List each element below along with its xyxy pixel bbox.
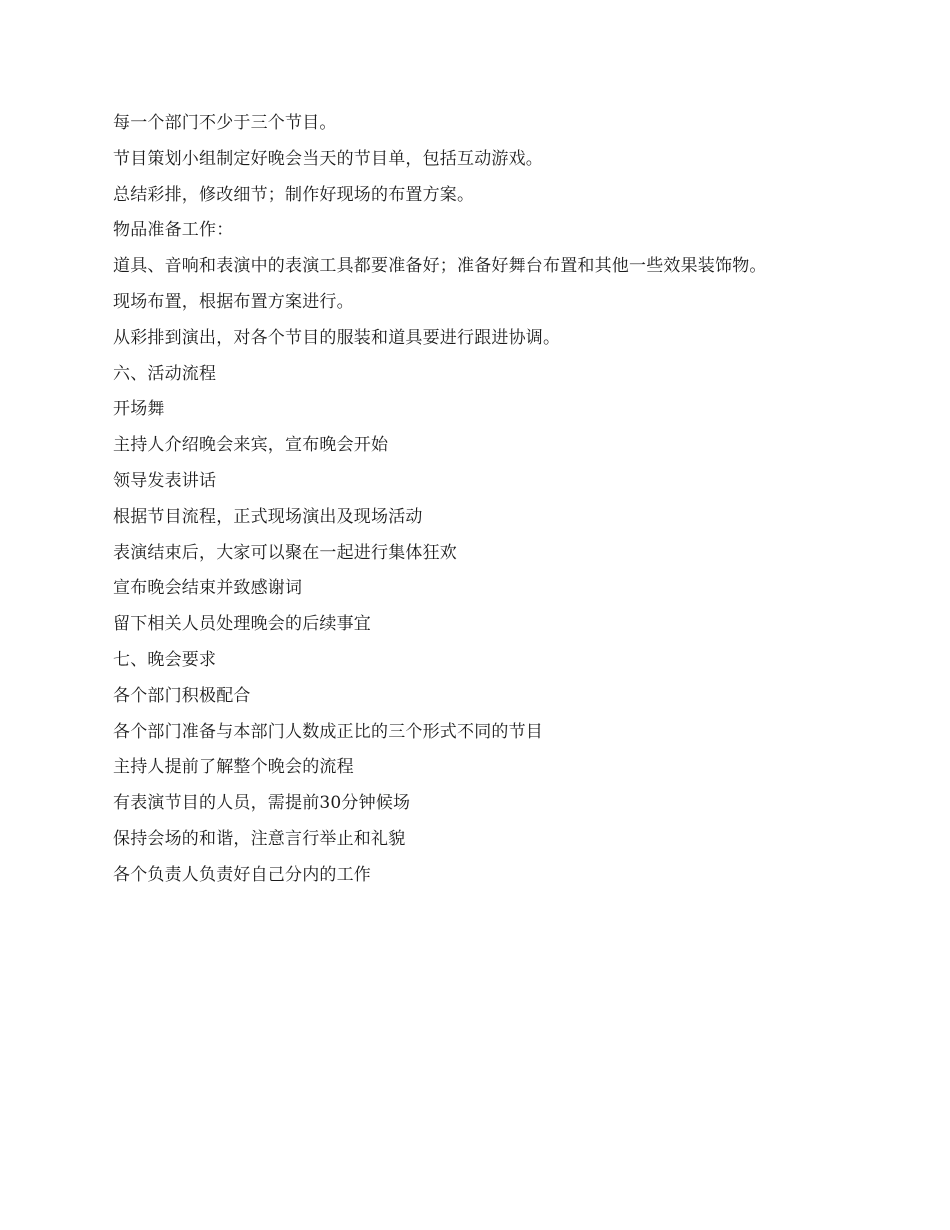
text-line-program-count: 每一个部门不少于三个节目。 — [113, 113, 337, 133]
text-line-etiquette: 保持会场的和谐，注意言行举止和礼貌 — [113, 828, 406, 849]
text-line-venue-setup: 现场布置，根据布置方案进行。 — [113, 291, 354, 312]
text-line-coordination: 从彩排到演出，对各个节目的服装和道具要进行跟进协调。 — [113, 327, 561, 348]
document-body — [113, 106, 873, 894]
text-line-follow-up: 留下相关人员处理晚会的后续事宜 — [113, 614, 371, 635]
text-line-celebration: 表演结束后，大家可以聚在一起进行集体狂欢 — [113, 542, 457, 563]
section-heading-requirements: 七、晚会要求 — [113, 649, 217, 670]
text-line-standby: 有表演节目的人员，需提前30分钟候场 — [113, 793, 411, 814]
text-line-cooperation: 各个部门积极配合 — [113, 685, 251, 706]
text-line-performances: 根据节目流程，正式现场演出及现场活动 — [113, 506, 423, 527]
text-line-rehearsal: 总结彩排，修改细节；制作好现场的布置方案。 — [113, 184, 475, 205]
text-line-props: 道具、音响和表演中的表演工具都要准备好；准备好舞台布置和其他一些效果装饰物。 — [113, 256, 767, 277]
text-line-closing: 宣布晚会结束并致感谢词 — [113, 578, 303, 599]
text-line-host-prep: 主持人提前了解整个晚会的流程 — [113, 757, 354, 778]
section-heading-event-flow: 六、活动流程 — [113, 363, 217, 384]
text-line-responsibility: 各个负责人负责好自己分内的工作 — [113, 864, 371, 885]
text-line-materials-heading: 物品准备工作： — [113, 220, 234, 241]
text-line-opening-dance: 开场舞 — [113, 399, 165, 420]
text-line-department-programs: 各个部门准备与本部门人数成正比的三个形式不同的节目 — [113, 721, 543, 742]
text-line-host-intro: 主持人介绍晚会来宾，宣布晚会开始 — [113, 435, 389, 456]
text-line-leader-speech: 领导发表讲话 — [113, 470, 217, 491]
text-line-program-list: 节目策划小组制定好晚会当天的节目单，包括互动游戏。 — [113, 148, 543, 169]
